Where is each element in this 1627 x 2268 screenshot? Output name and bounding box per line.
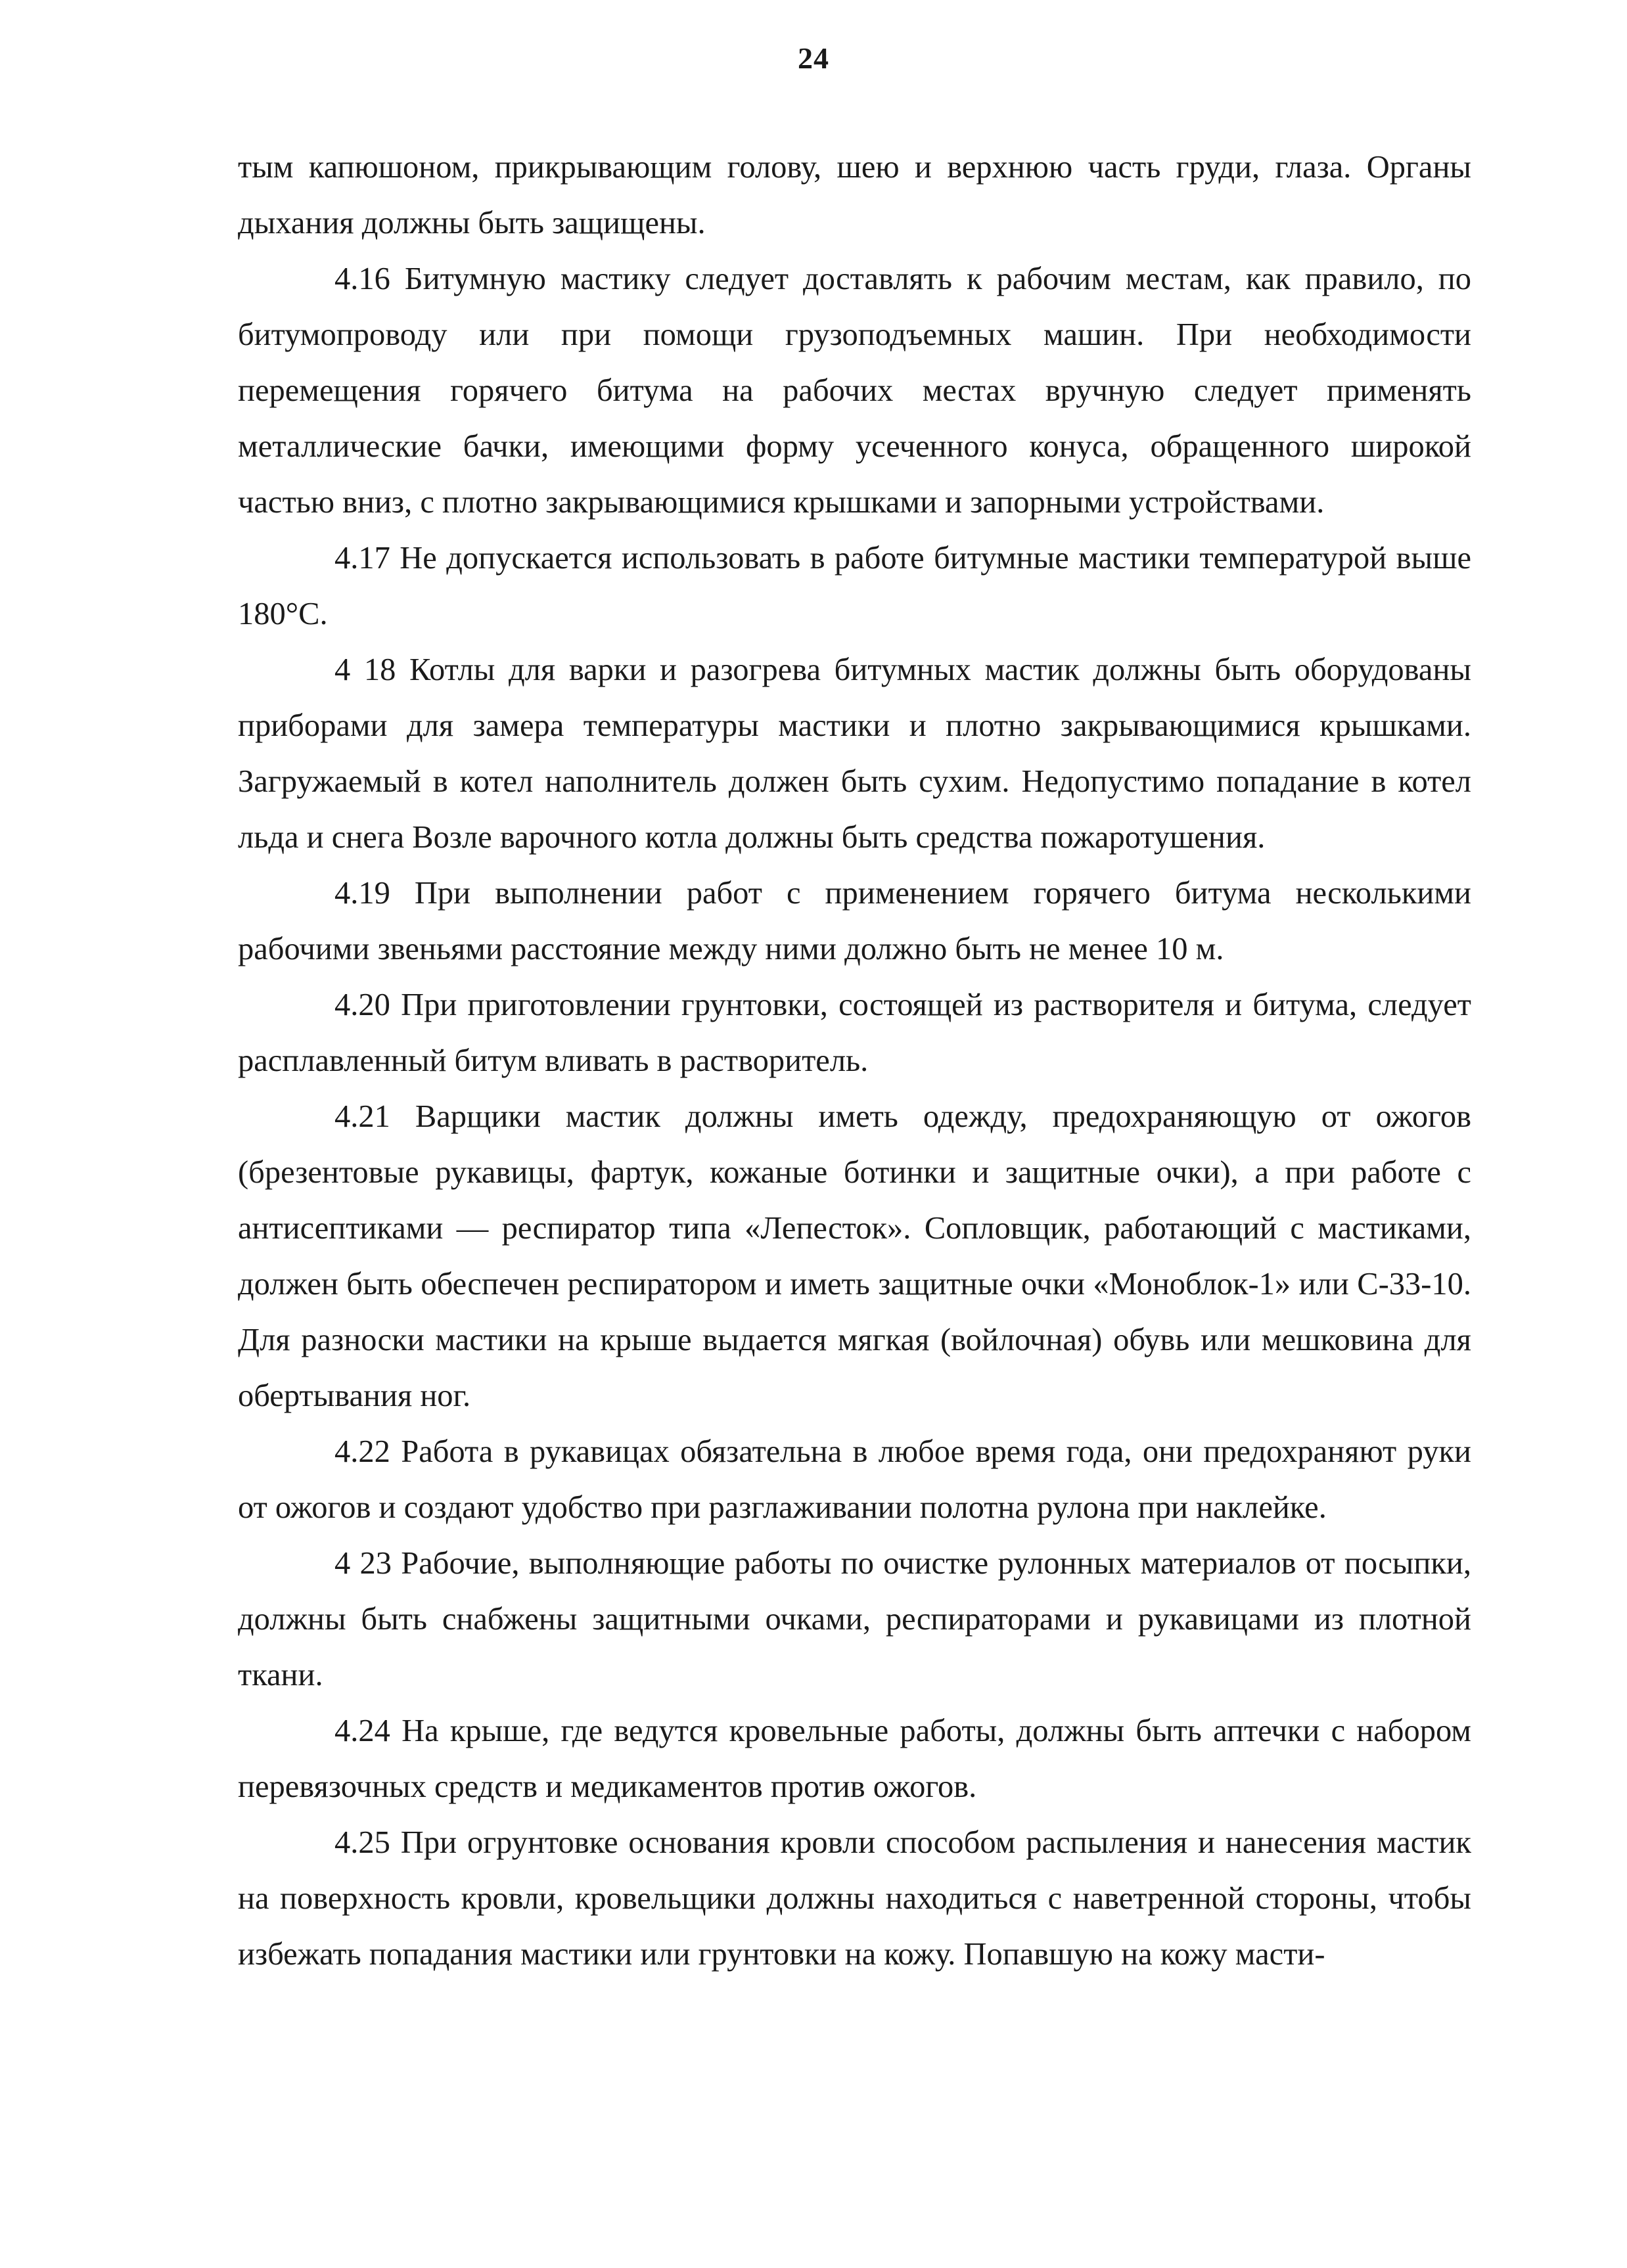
paragraph-4-20: 4.20 При приготовлении грунтовки, состоящей из растворителя и битума, следует расплавленный битум вливать в растворитель.: [238, 987, 1471, 1078]
paragraph-4-21: 4.21 Варщики мастик должны иметь одежду, предохраняющую от ожогов (брезентовые рукавицы, фартук, кожаные ботинки и защитные очки), а при работе с антисептиками — респиратор типа «Лепесток». Сопловщик, работающий с мастиками, должен быть обеспечен респиратором и иметь защитные очки «Моноблок-1» или С-33-10. Для разноски мастики на крыше выдается мягкая (войлочная) обувь или мешковина для обертывания ног.: [238, 1099, 1471, 1413]
paragraph-4-17: 4.17 Не допускается использовать в работе битумные мастики температурой выше 180°С.: [238, 541, 1471, 631]
paragraph-4-23: 4 23 Рабочие, выполняющие работы по очистке рулонных материалов от посыпки, должны быть снабжены защитными очками, респираторами и рукавицами из плотной ткани.: [238, 1546, 1471, 1692]
paragraph-4-18: 4 18 Котлы для варки и разогрева битумных мастик должны быть оборудованы приборами для замера температуры мастики и плотно закрывающимися крышками. Загружаемый в котел наполнитель должен быть сухим. Недопустимо попадание в котел льда и снега Возле варочного котла должны быть средства пожаротушения.: [238, 652, 1471, 855]
paragraph-4-24: 4.24 На крыше, где ведутся кровельные работы, должны быть аптечки с набором перевязочных средств и медикаментов против ожогов.: [238, 1713, 1471, 1804]
paragraph-4-22: 4.22 Работа в рукавицах обязательна в любое время года, они предохраняют руки от ожогов и создают удобство при разглаживании полотна рулона при наклейке.: [238, 1434, 1471, 1525]
document-body: [238, 139, 1471, 1982]
paragraph-4-16: 4.16 Битумную мастику следует доставлять к рабочим местам, как правило, по битумопроводу или при помощи грузоподъемных машин. При необходимости перемещения горячего битума на рабочих местах вручную следует применять металлические бачки, имеющими форму усеченного конуса, обращенного широкой частью вниз, с плотно закрывающимися крышками и запорными устройствами.: [238, 261, 1471, 520]
paragraph-continuation: тым капюшоном, прикрывающим голову, шею и верхнюю часть груди, глаза. Органы дыхания должны быть защищены.: [238, 150, 1471, 240]
paragraph-4-25: 4.25 При огрунтовке основания кровли способом распыления и нанесения мастик на поверхность кровли, кровельщики должны находиться с наветренной стороны, чтобы избежать попадания мастики или грунтовки на кожу. Попавшую на кожу масти-: [238, 1825, 1471, 1972]
paragraph-4-19: 4.19 При выполнении работ с применением горячего битума несколькими рабочими звеньями расстояние между ними должно быть не менее 10 м.: [238, 876, 1471, 966]
page-number: 24: [798, 41, 829, 75]
